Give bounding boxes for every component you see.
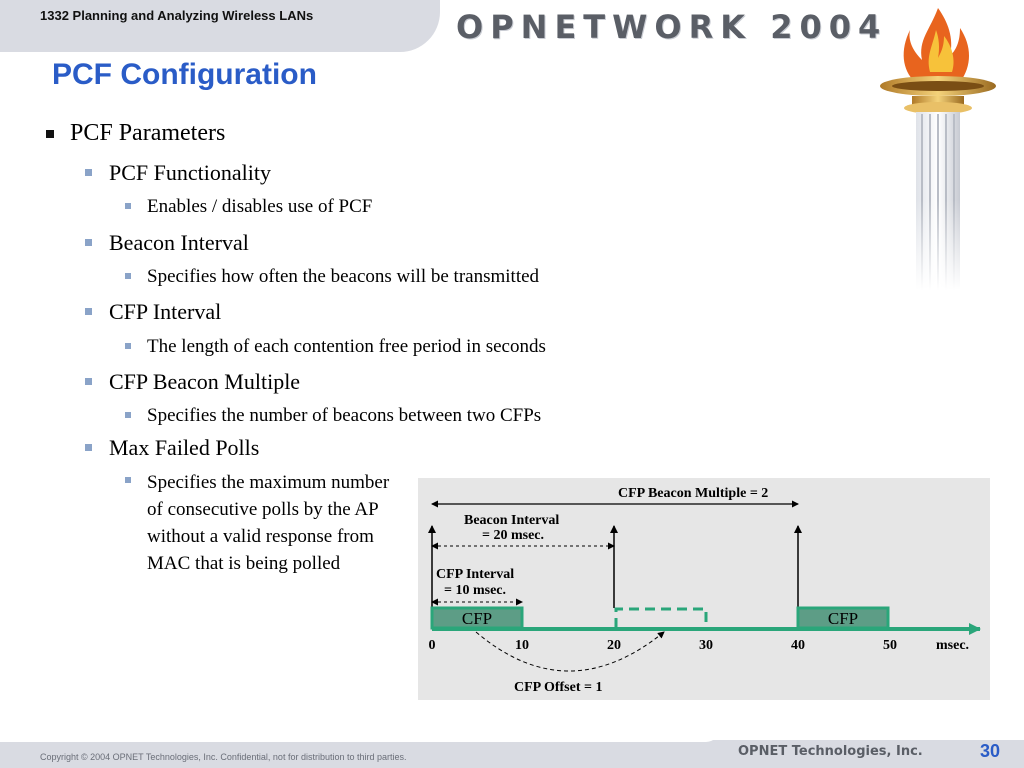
tick-label-20: 20 bbox=[607, 638, 621, 653]
bullet-marker bbox=[125, 477, 131, 483]
bullet-cfp-beacon-multiple-desc: Specifies the number of beacons between two CFPs bbox=[147, 405, 541, 427]
bullet-marker bbox=[125, 343, 131, 349]
beacon-interval-value: = 20 msec. bbox=[482, 528, 545, 543]
bullet-marker bbox=[85, 378, 92, 385]
tick-label-10: 10 bbox=[515, 638, 529, 653]
bullet-marker bbox=[85, 444, 92, 451]
tick-label-0: 0 bbox=[428, 638, 436, 653]
cfp-interval-value: = 10 msec. bbox=[444, 583, 507, 598]
bullet-max-failed-polls: Max Failed Polls bbox=[109, 435, 259, 461]
beacon-interval-label: Beacon Interval bbox=[464, 513, 560, 528]
company-name: OPNET Technologies, Inc. bbox=[738, 744, 923, 759]
tick-label-40: 40 bbox=[791, 638, 805, 653]
bullet-marker bbox=[125, 273, 131, 279]
cfp-interval-label: CFP Interval bbox=[436, 567, 515, 582]
tick-label-50: 50 bbox=[883, 638, 897, 653]
cfp-offset-label: CFP Offset = 1 bbox=[514, 680, 603, 695]
axis-unit-label: msec. bbox=[936, 638, 970, 653]
cfp-block-2-label: CFP bbox=[827, 609, 859, 628]
bullet-marker bbox=[46, 130, 54, 138]
tick-label-30: 30 bbox=[699, 638, 713, 653]
bullet-beacon-interval: Beacon Interval bbox=[109, 230, 249, 256]
bullet-pcf-parameters: PCF Parameters bbox=[70, 120, 225, 147]
cfp-block-1-label: CFP bbox=[461, 609, 493, 628]
bullet-marker bbox=[125, 203, 131, 209]
bullet-pcf-functionality-desc: Enables / disables use of PCF bbox=[147, 196, 372, 218]
bullet-marker bbox=[85, 239, 92, 246]
page-number: 30 bbox=[980, 741, 1001, 761]
bullet-cfp-interval: CFP Interval bbox=[109, 299, 221, 325]
bullet-marker bbox=[125, 412, 131, 418]
torch-icon bbox=[860, 0, 1010, 290]
bullet-beacon-interval-desc: Specifies how often the beacons will be transmitted bbox=[147, 266, 539, 288]
bullet-pcf-functionality: PCF Functionality bbox=[109, 160, 271, 186]
bullet-marker bbox=[85, 308, 92, 315]
bullet-marker bbox=[85, 169, 92, 176]
footer-curve bbox=[0, 728, 720, 742]
cfp-timing-diagram bbox=[418, 478, 990, 700]
page-title: PCF Configuration bbox=[52, 58, 317, 91]
cfp-beacon-multiple-label: CFP Beacon Multiple = 2 bbox=[618, 486, 769, 501]
bullet-cfp-beacon-multiple: CFP Beacon Multiple bbox=[109, 369, 300, 395]
copyright-notice: Copyright © 2004 OPNET Technologies, Inc. Confidential, not for distribution to third parties. bbox=[40, 752, 407, 762]
opnetwork-logo: OPNETWORK 2004 bbox=[456, 8, 888, 46]
bullet-cfp-interval-desc: The length of each contention free period in seconds bbox=[147, 336, 546, 358]
course-title: 1332 Planning and Analyzing Wireless LANs bbox=[40, 8, 314, 23]
bullet-max-failed-polls-desc: Specifies the maximum number of consecutive polls by the AP without a valid response from MAC that is being polled bbox=[147, 469, 407, 577]
